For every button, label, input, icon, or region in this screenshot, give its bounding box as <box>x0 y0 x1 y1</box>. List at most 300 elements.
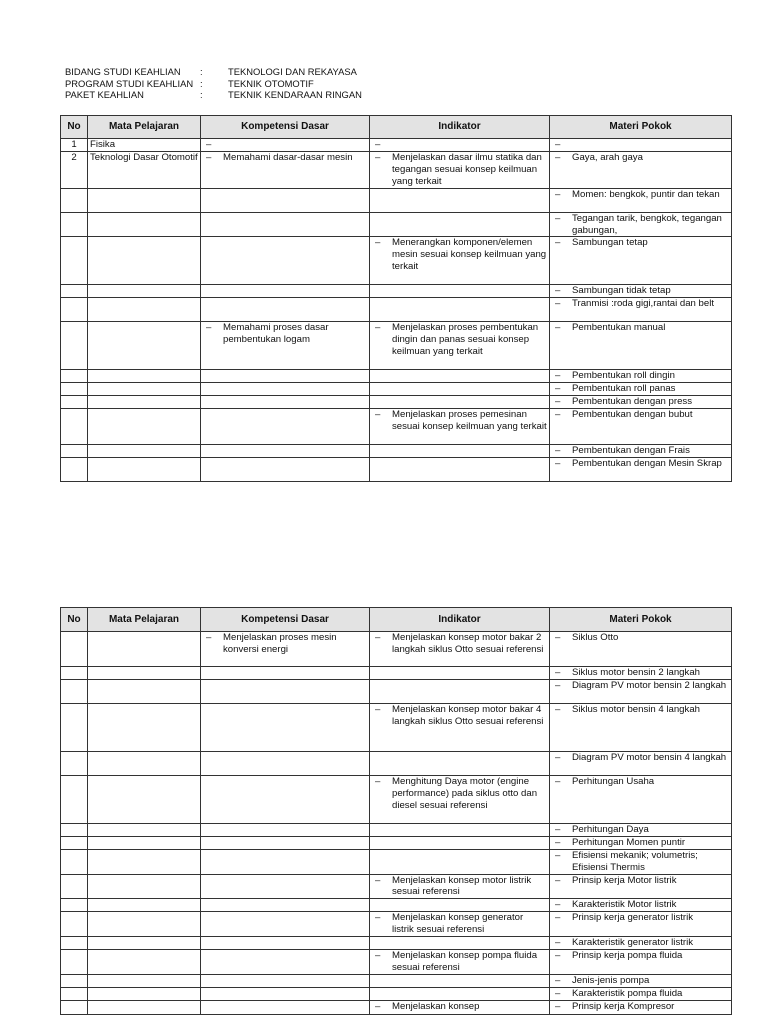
cell-mata-pelajaran <box>88 1000 201 1014</box>
header-colon: : <box>200 77 203 89</box>
dash-bullet: – <box>555 409 561 421</box>
cell-materi-pokok-container <box>550 445 732 458</box>
dash-bullet: – <box>555 849 561 861</box>
cell-indikator-container <box>370 937 550 950</box>
cell-materi-pokok-container <box>550 298 732 322</box>
cell-materi-pokok: Pembentukan dengan bubut <box>572 409 693 421</box>
table-row <box>61 751 732 775</box>
dash-bullet: – <box>375 703 381 715</box>
cell-kompetensi-dasar-container <box>201 383 370 396</box>
cell-materi-pokok: Prinsip kerja pompa fluida <box>572 949 683 961</box>
cell-indikator-container <box>370 285 550 298</box>
cell-materi-pokok-container <box>550 874 732 899</box>
cell-no <box>61 974 88 987</box>
cell-materi-pokok-container <box>550 987 732 1000</box>
cell-mata-pelajaran <box>88 949 201 974</box>
cell-mata-pelajaran <box>88 445 201 458</box>
table-row <box>61 987 732 1000</box>
cell-materi-pokok-container <box>550 322 732 370</box>
cell-materi-pokok: Sambungan tetap <box>572 237 648 249</box>
dash-bullet: – <box>375 949 381 961</box>
cell-materi-pokok-container <box>550 937 732 950</box>
curriculum-table-2 <box>60 607 732 1015</box>
cell-no <box>61 457 88 481</box>
dash-bullet: – <box>555 1000 561 1012</box>
cell-kompetensi-dasar-container <box>201 457 370 481</box>
dash-bullet: – <box>555 396 561 408</box>
cell-materi-pokok-container <box>550 775 732 823</box>
dash-bullet: – <box>555 823 561 835</box>
cell-indikator-container <box>370 396 550 409</box>
header-value: TEKNIK OTOMOTIF <box>228 77 314 89</box>
cell-kompetensi-dasar-container <box>201 974 370 987</box>
cell-no <box>61 912 88 937</box>
dash-bullet: – <box>206 632 212 643</box>
cell-kompetensi-dasar-container <box>201 212 370 237</box>
cell-materi-pokok: Siklus motor bensin 2 langkah <box>572 667 700 678</box>
cell-mata-pelajaran <box>88 849 201 874</box>
cell-materi-pokok: Jenis-jenis pompa <box>572 974 650 986</box>
cell-materi-pokok: Pembentukan dengan Mesin Skrap <box>572 457 722 469</box>
cell-kompetensi-dasar-container <box>201 836 370 849</box>
cell-indikator-container <box>370 370 550 383</box>
table-row <box>61 679 732 703</box>
cell-materi-pokok: Prinsip kerja Kompresor <box>572 1000 675 1012</box>
cell-materi-pokok-container <box>550 751 732 775</box>
cell-indikator-container <box>370 457 550 481</box>
column-header-mata-pelajaran: Mata Pelajaran <box>88 608 201 632</box>
cell-no <box>61 409 88 445</box>
cell-kompetensi-dasar-container <box>201 775 370 823</box>
dash-bullet: – <box>555 457 561 469</box>
cell-kompetensi-dasar-container <box>201 139 370 152</box>
cell-indikator: Menjelaskan konsep motor bakar 2 langkah siklus Otto sesuai referensi <box>392 632 544 655</box>
dash-bullet: – <box>555 298 561 310</box>
cell-materi-pokok-container <box>550 139 732 152</box>
cell-materi-pokok-container <box>550 949 732 974</box>
cell-indikator-container <box>370 823 550 836</box>
header-label: PAKET KEAHLIAN <box>65 89 144 101</box>
cell-kompetensi-dasar-container <box>201 188 370 212</box>
cell-indikator-container <box>370 139 550 152</box>
dash-bullet: – <box>555 667 561 678</box>
cell-materi-pokok: Momen: bengkok, puntir dan tekan <box>572 188 720 200</box>
cell-materi-pokok-container <box>550 974 732 987</box>
cell-no <box>61 212 88 237</box>
cell-indikator: Menjelaskan konsep generator listrik sesuai referensi <box>392 912 524 936</box>
dash-bullet: – <box>375 409 381 421</box>
cell-mata-pelajaran <box>88 751 201 775</box>
cell-indikator-container <box>370 849 550 874</box>
cell-materi-pokok: Perhitungan Momen puntir <box>572 836 686 848</box>
cell-no <box>61 383 88 396</box>
cell-kompetensi-dasar: Menjelaskan proses mesin konversi energi <box>223 632 337 655</box>
dash-bullet: – <box>555 322 561 334</box>
cell-mata-pelajaran <box>88 679 201 703</box>
dash-bullet: – <box>555 987 561 999</box>
cell-kompetensi-dasar-container <box>201 632 370 667</box>
table-row <box>61 383 732 396</box>
cell-materi-pokok-container <box>550 1000 732 1014</box>
cell-no <box>61 899 88 912</box>
cell-kompetensi-dasar-container <box>201 874 370 899</box>
dash-bullet: – <box>555 836 561 848</box>
cell-kompetensi-dasar-container <box>201 298 370 322</box>
dash-bullet: – <box>555 974 561 986</box>
cell-indikator-container <box>370 632 550 667</box>
cell-indikator-container <box>370 679 550 703</box>
cell-mata-pelajaran <box>88 457 201 481</box>
dash-bullet: – <box>555 237 561 249</box>
cell-no <box>61 445 88 458</box>
cell-materi-pokok: Karakteristik pompa fluida <box>572 987 683 999</box>
cell-materi-pokok: Siklus Otto <box>572 632 619 643</box>
cell-mata-pelajaran <box>88 285 201 298</box>
cell-indikator-container <box>370 703 550 751</box>
cell-kompetensi-dasar-container <box>201 445 370 458</box>
table-row <box>61 396 732 409</box>
dash-bullet: – <box>555 139 561 150</box>
cell-materi-pokok: Diagram PV motor bensin 4 langkah <box>572 751 727 763</box>
dash-bullet: – <box>375 775 381 787</box>
cell-indikator: Menjelaskan konsep <box>392 1000 480 1012</box>
cell-no <box>61 823 88 836</box>
cell-materi-pokok: Prinsip kerja generator listrik <box>572 912 694 924</box>
dash-bullet: – <box>555 188 561 200</box>
cell-kompetensi-dasar-container <box>201 751 370 775</box>
table-row <box>61 237 732 285</box>
cell-indikator-container <box>370 899 550 912</box>
cell-materi-pokok-container <box>550 237 732 285</box>
cell-materi-pokok: Pembentukan manual <box>572 322 666 334</box>
cell-no <box>61 396 88 409</box>
cell-materi-pokok-container <box>550 823 732 836</box>
cell-materi-pokok-container <box>550 849 732 874</box>
cell-kompetensi-dasar-container <box>201 912 370 937</box>
cell-materi-pokok: Perhitungan Daya <box>572 823 649 835</box>
cell-materi-pokok: Tranmisi :roda gigi,rantai dan belt <box>572 298 715 310</box>
table-row <box>61 667 732 680</box>
cell-materi-pokok: Karakteristik Motor listrik <box>572 899 677 911</box>
cell-kompetensi-dasar-container <box>201 237 370 285</box>
cell-materi-pokok-container <box>550 457 732 481</box>
dash-bullet: – <box>375 139 381 150</box>
dash-bullet: – <box>375 912 381 924</box>
column-header-materi-pokok: Materi Pokok <box>550 608 732 632</box>
cell-materi-pokok-container <box>550 667 732 680</box>
dash-bullet: – <box>555 912 561 924</box>
cell-no <box>61 751 88 775</box>
table-row <box>61 445 732 458</box>
dash-bullet: – <box>206 139 212 150</box>
cell-mata-pelajaran <box>88 370 201 383</box>
column-header-kompetensi-dasar: Kompetensi Dasar <box>201 116 370 139</box>
dash-bullet: – <box>555 151 561 163</box>
cell-materi-pokok-container <box>550 151 732 188</box>
cell-no <box>61 836 88 849</box>
cell-materi-pokok-container <box>550 285 732 298</box>
cell-no <box>61 775 88 823</box>
cell-indikator-container <box>370 974 550 987</box>
cell-indikator-container <box>370 212 550 237</box>
dash-bullet: – <box>555 874 561 886</box>
table-row <box>61 912 732 937</box>
cell-kompetensi-dasar-container <box>201 849 370 874</box>
dash-bullet: – <box>555 775 561 787</box>
cell-materi-pokok: Prinsip kerja Motor listrik <box>572 874 677 886</box>
dash-bullet: – <box>555 370 561 382</box>
dash-bullet: – <box>375 874 381 886</box>
cell-materi-pokok: Efisiensi mekanik; volumetris; Efisiensi Thermis <box>572 849 698 873</box>
dash-bullet: – <box>555 937 561 949</box>
cell-mata-pelajaran <box>88 874 201 899</box>
cell-no <box>61 285 88 298</box>
table-row <box>61 899 732 912</box>
dash-bullet: – <box>555 703 561 715</box>
header-colon: : <box>200 89 203 101</box>
cell-kompetensi-dasar-container <box>201 703 370 751</box>
cell-no <box>61 937 88 950</box>
cell-no <box>61 298 88 322</box>
header-row <box>65 78 362 90</box>
cell-indikator: Menjelaskan konsep motor listrik sesuai referensi <box>392 874 532 898</box>
cell-materi-pokok-container <box>550 212 732 237</box>
dash-bullet: – <box>555 899 561 911</box>
cell-no <box>61 632 88 667</box>
cell-materi-pokok: Gaya, arah gaya <box>572 151 643 163</box>
table-row <box>61 849 732 874</box>
cell-kompetensi-dasar: Memahami proses dasar pembentukan logam <box>223 322 329 346</box>
cell-indikator-container <box>370 912 550 937</box>
cell-materi-pokok: Siklus motor bensin 4 langkah <box>572 703 700 715</box>
dash-bullet: – <box>555 445 561 457</box>
cell-kompetensi-dasar-container <box>201 285 370 298</box>
table-row <box>61 974 732 987</box>
cell-indikator <box>392 139 547 151</box>
cell-kompetensi-dasar-container <box>201 396 370 409</box>
cell-materi-pokok-container <box>550 409 732 445</box>
cell-indikator: Menjelaskan konsep pompa fluida sesuai referensi <box>392 949 538 973</box>
cell-mata-pelajaran <box>88 212 201 237</box>
cell-indikator-container <box>370 1000 550 1014</box>
dash-bullet: – <box>555 679 561 691</box>
cell-materi-pokok <box>572 139 729 151</box>
cell-no <box>61 188 88 212</box>
cell-mata-pelajaran <box>88 396 201 409</box>
header-colon: : <box>200 66 203 77</box>
column-header-indikator: Indikator <box>370 116 550 139</box>
cell-materi-pokok-container <box>550 396 732 409</box>
column-header-mata-pelajaran: Mata Pelajaran <box>88 116 201 139</box>
column-header-kompetensi-dasar: Kompetensi Dasar <box>201 608 370 632</box>
cell-kompetensi-dasar-container <box>201 937 370 950</box>
cell-kompetensi-dasar-container <box>201 322 370 370</box>
cell-mata-pelajaran <box>88 823 201 836</box>
cell-mata-pelajaran: Teknologi Dasar Otomotif <box>88 151 201 188</box>
header-value: TEKNOLOGI DAN REKAYASA <box>228 66 357 77</box>
cell-materi-pokok-container <box>550 632 732 667</box>
cell-no <box>61 874 88 899</box>
table-row <box>61 457 732 481</box>
header-label: PROGRAM STUDI KEAHLIAN <box>65 77 194 89</box>
cell-indikator: Menjelaskan dasar ilmu statika dan tegangan sesuai konsep keilmuan yang terkait <box>392 151 542 187</box>
table-row <box>61 703 732 751</box>
cell-materi-pokok: Pembentukan dengan press <box>572 396 693 408</box>
dash-bullet: – <box>375 151 381 163</box>
cell-indikator: Menerangkan komponen/elemen mesin sesuai konsep keilmuan yang terkait <box>392 237 547 273</box>
cell-materi-pokok: Pembentukan roll panas <box>572 383 676 395</box>
table-row <box>61 151 732 188</box>
cell-mata-pelajaran <box>88 383 201 396</box>
dash-bullet: – <box>375 1000 381 1012</box>
cell-kompetensi-dasar-container <box>201 679 370 703</box>
cell-indikator-container <box>370 987 550 1000</box>
cell-no <box>61 703 88 751</box>
cell-mata-pelajaran <box>88 899 201 912</box>
cell-mata-pelajaran <box>88 237 201 285</box>
cell-no <box>61 949 88 974</box>
cell-indikator-container <box>370 298 550 322</box>
cell-indikator-container <box>370 322 550 370</box>
cell-indikator-container <box>370 151 550 188</box>
cell-mata-pelajaran <box>88 775 201 823</box>
cell-mata-pelajaran <box>88 632 201 667</box>
cell-indikator-container <box>370 667 550 680</box>
cell-no: 1 <box>61 139 88 152</box>
table-row <box>61 823 732 836</box>
table-row <box>61 188 732 212</box>
table-row <box>61 874 732 899</box>
table-row <box>61 298 732 322</box>
cell-no <box>61 1000 88 1014</box>
cell-mata-pelajaran <box>88 322 201 370</box>
cell-mata-pelajaran <box>88 974 201 987</box>
cell-indikator-container <box>370 836 550 849</box>
dash-bullet: – <box>555 632 561 643</box>
cell-kompetensi-dasar-container <box>201 823 370 836</box>
table-row <box>61 937 732 950</box>
curriculum-table-1 <box>60 115 732 482</box>
cell-materi-pokok: Sambungan tidak tetap <box>572 285 671 297</box>
table-row <box>61 836 732 849</box>
cell-materi-pokok: Perhitungan Usaha <box>572 775 655 787</box>
cell-kompetensi-dasar-container <box>201 949 370 974</box>
column-header-materi-pokok: Materi Pokok <box>550 116 732 139</box>
cell-kompetensi-dasar-container <box>201 899 370 912</box>
cell-materi-pokok: Karakteristik generator listrik <box>572 937 694 949</box>
cell-kompetensi-dasar <box>223 139 367 151</box>
cell-indikator-container <box>370 949 550 974</box>
cell-no <box>61 849 88 874</box>
cell-materi-pokok-container <box>550 370 732 383</box>
cell-materi-pokok-container <box>550 679 732 703</box>
cell-materi-pokok: Tegangan tarik, bengkok, tegangan gabungan, <box>572 212 722 236</box>
dash-bullet: – <box>206 322 212 334</box>
cell-indikator-container <box>370 874 550 899</box>
table-row <box>61 409 732 445</box>
cell-materi-pokok-container <box>550 383 732 396</box>
cell-mata-pelajaran <box>88 703 201 751</box>
cell-materi-pokok-container <box>550 836 732 849</box>
cell-indikator-container <box>370 237 550 285</box>
cell-materi-pokok: Pembentukan roll dingin <box>572 370 675 382</box>
cell-kompetensi-dasar-container <box>201 667 370 680</box>
column-header-no: No <box>61 116 88 139</box>
cell-mata-pelajaran <box>88 912 201 937</box>
cell-kompetensi-dasar: Memahami dasar-dasar mesin <box>223 151 353 163</box>
cell-kompetensi-dasar-container <box>201 1000 370 1014</box>
cell-no <box>61 987 88 1000</box>
cell-no <box>61 237 88 285</box>
cell-indikator-container <box>370 409 550 445</box>
cell-mata-pelajaran <box>88 937 201 950</box>
cell-materi-pokok: Diagram PV motor bensin 2 langkah <box>572 679 727 691</box>
cell-mata-pelajaran: Fisika <box>88 139 201 152</box>
header-label: BIDANG STUDI KEAHLIAN <box>65 66 181 77</box>
dash-bullet: – <box>375 322 381 334</box>
dash-bullet: – <box>555 383 561 395</box>
cell-mata-pelajaran <box>88 836 201 849</box>
cell-materi-pokok-container <box>550 188 732 212</box>
cell-mata-pelajaran <box>88 667 201 680</box>
cell-kompetensi-dasar-container <box>201 370 370 383</box>
cell-indikator-container <box>370 751 550 775</box>
dash-bullet: – <box>555 751 561 763</box>
cell-kompetensi-dasar-container <box>201 987 370 1000</box>
cell-no <box>61 667 88 680</box>
cell-materi-pokok: Pembentukan dengan Frais <box>572 445 690 457</box>
dash-bullet: – <box>375 632 381 643</box>
table-row <box>61 632 732 667</box>
cell-kompetensi-dasar-container <box>201 409 370 445</box>
cell-indikator-container <box>370 188 550 212</box>
cell-mata-pelajaran <box>88 188 201 212</box>
table-row <box>61 212 732 237</box>
column-header-no: No <box>61 608 88 632</box>
cell-materi-pokok-container <box>550 703 732 751</box>
header-row <box>65 89 362 101</box>
dash-bullet: – <box>375 237 381 249</box>
column-header-indikator: Indikator <box>370 608 550 632</box>
cell-indikator: Menjelaskan konsep motor bakar 4 langkah siklus Otto sesuai referensi <box>392 703 544 727</box>
cell-indikator: Menjelaskan proses pemesinan sesuai konsep keilmuan yang terkait <box>392 409 547 432</box>
table-row <box>61 1000 732 1014</box>
document-header <box>65 66 362 101</box>
cell-indikator: Menjelaskan proses pembentukan dingin dan panas sesuai konsep keilmuan yang terkait <box>392 322 539 358</box>
cell-indikator: Menghitung Daya motor (engine performance) pada siklus otto dan diesel sesuai referensi <box>392 775 538 811</box>
table-row <box>61 139 732 152</box>
cell-mata-pelajaran <box>88 409 201 445</box>
table-row <box>61 370 732 383</box>
header-value: TEKNIK KENDARAAN RINGAN <box>228 89 362 101</box>
cell-indikator-container <box>370 383 550 396</box>
cell-no: 2 <box>61 151 88 188</box>
dash-bullet: – <box>555 212 561 224</box>
dash-bullet: – <box>206 151 212 163</box>
cell-kompetensi-dasar-container <box>201 151 370 188</box>
cell-no <box>61 370 88 383</box>
table-row <box>61 775 732 823</box>
cell-materi-pokok-container <box>550 899 732 912</box>
header-row <box>65 66 362 78</box>
table-row <box>61 285 732 298</box>
cell-materi-pokok-container <box>550 912 732 937</box>
dash-bullet: – <box>555 285 561 297</box>
cell-mata-pelajaran <box>88 298 201 322</box>
cell-mata-pelajaran <box>88 987 201 1000</box>
dash-bullet: – <box>555 949 561 961</box>
cell-indikator-container <box>370 775 550 823</box>
